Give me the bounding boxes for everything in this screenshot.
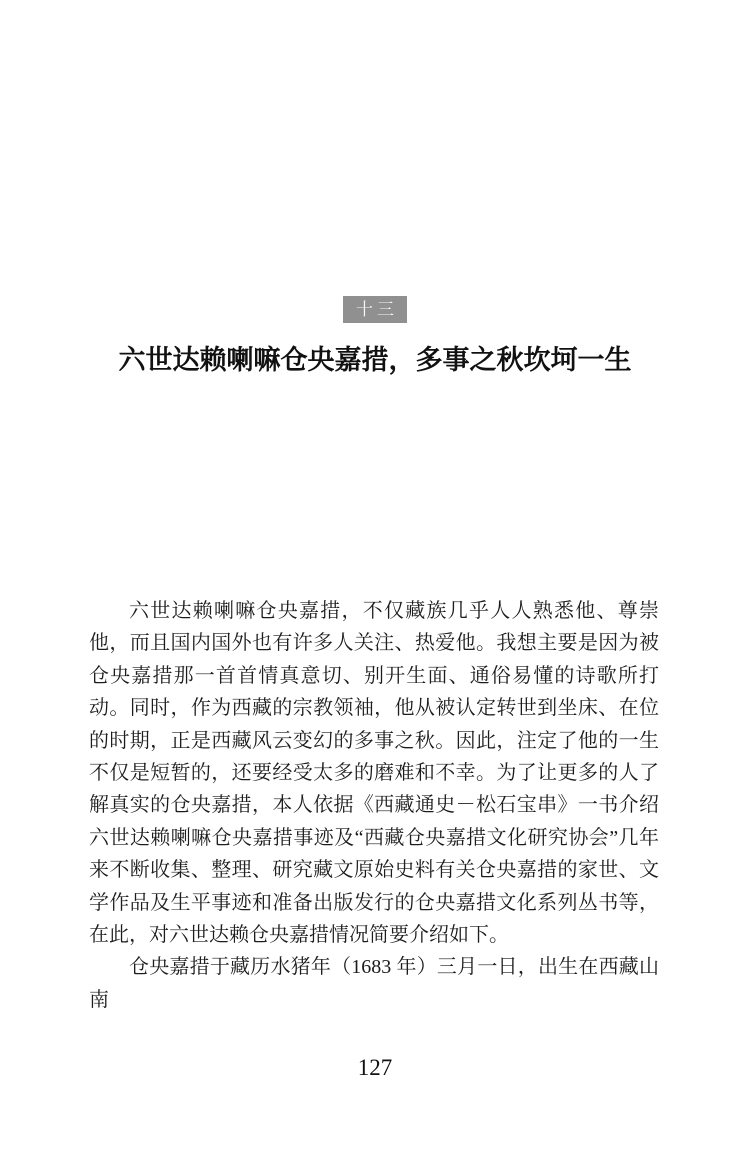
paragraph-2: 仓央嘉措于藏历水猪年（1683 年）三月一日，出生在西藏山南 xyxy=(89,956,659,1011)
chapter-title: 六世达赖喇嘛仓央嘉措，多事之秋坎坷一生 xyxy=(118,345,632,375)
page-number: 127 xyxy=(357,1055,393,1080)
body-text xyxy=(89,595,659,1016)
paragraph-1: 六世达赖喇嘛仓央嘉措，不仅藏族几乎人人熟悉他、尊崇他，而且国内国外也有许多人关注、热爱他。我想主要是因为被仓央嘉措那一首首情真意切、别开生面、通俗易懂的诗歌所打动。同时，作为西藏的宗教领袖，他从被认定转世到坐床、在位的时期，正是西藏风云变幻的多事之秋。因此，注定了他的一生不仅是短暂的，还要经受太多的磨难和不幸。为了让更多的人了解真实的仓央嘉措，本人依据《西藏通史－松石宝串》一书介绍六世达赖喇嘛仓央嘉措事迹及“西藏仓央嘉措文化研究协会”几年来不断收集、整理、研究藏文原始史料有关仓央嘉措的家世、文学作品及生平事迹和准备出版发行的仓央嘉措文化系列丛书等，在此，对六世达赖仓央嘉措情况简要介绍如下。 xyxy=(89,600,659,947)
chapter-number-badge: 十三 xyxy=(343,296,407,323)
